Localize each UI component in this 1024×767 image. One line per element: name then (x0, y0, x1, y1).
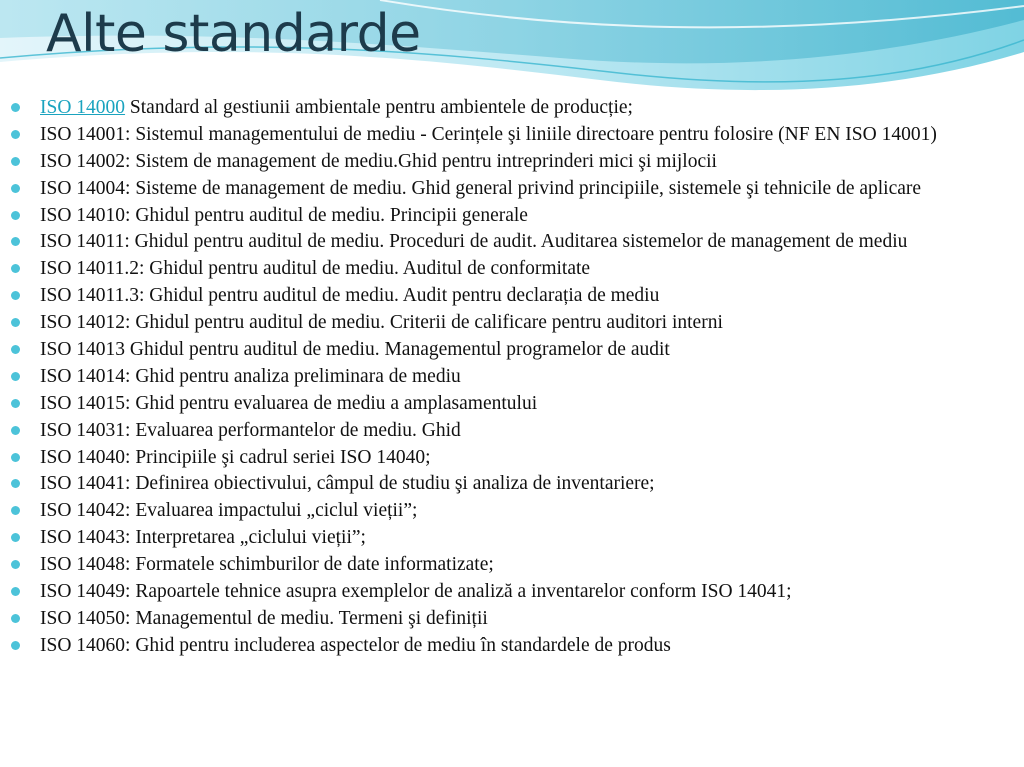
bullet-icon (11, 372, 20, 381)
bullet-icon (11, 130, 20, 139)
list-item (40, 231, 1005, 253)
bullet-icon (11, 345, 20, 354)
list-item-text: ISO 14048: Formatele schimburilor de date informatizate; (40, 554, 494, 576)
bullet-icon (11, 237, 20, 246)
list-item (40, 527, 1005, 549)
list-item (40, 178, 1005, 200)
bullet-icon (11, 399, 20, 408)
list-item-text: ISO 14013 Ghidul pentru auditul de mediu. Managementul programelor de audit (40, 339, 670, 361)
bullet-icon (11, 506, 20, 515)
slide-title: Alte standarde (46, 4, 421, 64)
list-item (40, 608, 1005, 630)
list-item-text: Standard al gestiunii ambientale pentru ambientele de producție; (125, 97, 633, 118)
list-item (40, 124, 1005, 146)
list-item-text: ISO 14001: Sistemul managementului de mediu - Cerințele şi liniile directoare pentru folosire (NF EN ISO 14001) (40, 123, 937, 145)
bullet-icon (11, 587, 20, 596)
list-item (40, 258, 1005, 280)
list-item (40, 447, 1005, 469)
iso-14000-link[interactable]: ISO 14000 (40, 97, 126, 118)
list-item-text: ISO 14015: Ghid pentru evaluarea de mediu a amplasamentului (40, 392, 538, 414)
list-item-text: ISO 14049: Rapoartele tehnice asupra exemplelor de analiză a inventarelor conform ISO 14041; (40, 581, 792, 603)
list-item (40, 285, 1005, 307)
list-item (40, 339, 1005, 361)
bullet-icon (11, 291, 20, 300)
list-item-text: ISO 14043: Interpretarea „ciclului vieții”; (40, 527, 366, 549)
bullet-icon (11, 211, 20, 220)
list-item (40, 581, 1005, 603)
list-item-text: ISO 14011.3: Ghidul pentru auditul de mediu. Audit pentru declarația de mediu (40, 285, 660, 307)
list-item (40, 393, 1005, 415)
list-item-text: ISO 14002: Sistem de management de mediu.Ghid pentru intreprinderi mici şi mijlocii (40, 150, 717, 172)
list-item (40, 97, 1005, 119)
bullet-icon (11, 318, 20, 327)
list-item-text: ISO 14031: Evaluarea performantelor de mediu. Ghid (40, 419, 461, 441)
list-item-text: ISO 14014: Ghid pentru analiza preliminara de mediu (40, 365, 461, 387)
list-item (40, 554, 1005, 576)
bullet-icon (11, 426, 20, 435)
bullet-icon (11, 614, 20, 623)
list-item (40, 635, 1005, 657)
list-item-text: ISO 14012: Ghidul pentru auditul de mediu. Criterii de calificare pentru auditori interni (40, 312, 723, 334)
list-item-text: ISO 14042: Evaluarea impactului „ciclul vieții”; (40, 500, 418, 522)
list-item-text: ISO 14041: Definirea obiectivului, câmpul de studiu şi analiza de inventariere; (40, 473, 655, 495)
list-item (40, 312, 1005, 334)
list-item (40, 420, 1005, 442)
list-item-text: ISO 14010: Ghidul pentru auditul de mediu. Principii generale (40, 204, 528, 226)
standards-list (40, 97, 1005, 662)
list-item-text: ISO 14060: Ghid pentru includerea aspectelor de mediu în standardele de produs (40, 634, 671, 656)
list-item-text: ISO 14050: Managementul de mediu. Termeni şi definiții (40, 607, 488, 629)
list-item (40, 151, 1005, 173)
list-item-text: ISO 14011: Ghidul pentru auditul de mediu. Proceduri de audit. Auditarea sistemelor de management de mediu (40, 231, 908, 253)
bullet-icon (11, 533, 20, 542)
bullet-icon (11, 453, 20, 462)
list-item-text: ISO 14040: Principiile şi cadrul seriei ISO 14040; (40, 446, 431, 468)
bullet-icon (11, 103, 20, 112)
bullet-icon (11, 479, 20, 488)
bullet-icon (11, 184, 20, 193)
bullet-icon (11, 264, 20, 273)
bullet-icon (11, 560, 20, 569)
list-item (40, 500, 1005, 522)
list-item (40, 205, 1005, 227)
bullet-icon (11, 641, 20, 650)
bullet-icon (11, 157, 20, 166)
list-item-text: ISO 14004: Sisteme de management de mediu. Ghid general privind principiile, sistemele şi tehnicile de aplicare (40, 177, 922, 199)
list-item (40, 473, 1005, 495)
list-item-text: ISO 14011.2: Ghidul pentru auditul de mediu. Auditul de conformitate (40, 258, 591, 280)
list-item (40, 366, 1005, 388)
